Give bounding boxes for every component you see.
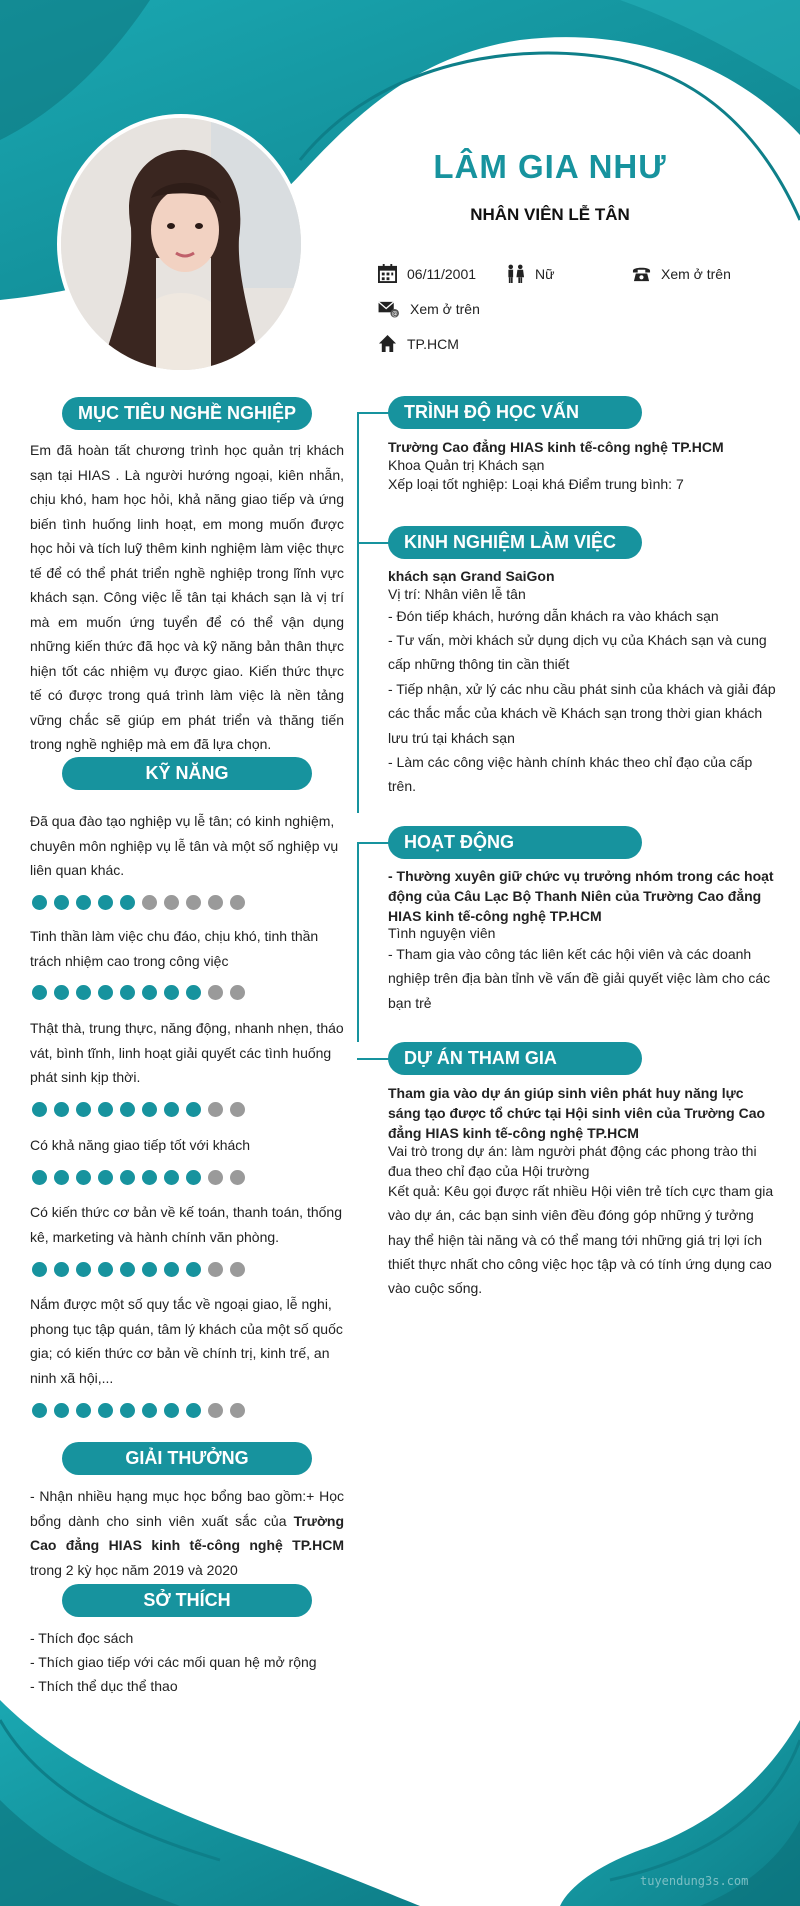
skill-dot-empty [142,895,157,910]
skill-dot-filled [54,1403,69,1418]
timeline-line-1 [357,412,359,813]
skill-text-6: Nắm được một số quy tắc về ngoại giao, lễ nghi, phong tục tập quán, tâm lý khách của một số quốc gia; có kiến thức cơ bản về chính trị, kinh trế, an ninh xã hội,... [30,1296,343,1386]
skill-text-5: Có kiến thức cơ bản về kế toán, thanh toán, thống kê, marketing và hành chính văn phòng. [30,1204,342,1245]
skill-dot-filled [186,1170,201,1185]
experience-company: khách sạn Grand SaiGon [388,568,555,584]
awards-title: GIẢI THƯỞNG [62,1442,312,1475]
awards-text [30,1484,344,1582]
objective-text: Em đã hoàn tất chương trình học quản trị khách sạn tại HIAS . Là người hướng ngoại, kiên nhẫn, chịu khó, ham học hỏi, khả năng giao tiếp và ứng biến tình huống linh hoạt, em mong muốn được học hỏi và tích luỹ thêm kinh nghiệm làm việc thực tế để có thể phát triển nghề nghiệp trong lĩnh vực khách sạn. Công việc lễ tân tại khách sạn là vị trí mà em muốn ứng tuyển để có thể vận dụng những kiến thức đã học và kỹ năng bản thân thực hiện tốt các nhiệm vụ được giao. Kiến thức thực tế có được trong quá trình làm việc là nền tảng vững chắc sẽ giúp em phát triển và thăng tiến trong nghề nghiệp mà em đã lựa chọn. [30,442,344,752]
candidate-name: LÂM GIA NHƯ [433,148,667,185]
activities-title: HOẠT ĐỘNG [388,826,642,859]
projects-result: Kết quả: Kêu gọi được rất nhiều Hội viên trẻ tích cực tham gia vào dự án, các bạn sinh viên đều đóng góp những ý tưởng hay thể hiện tài năng và có thể mang tới những giá trị lợi ích thiết thực nhất cho công việc học tập và có tính ứng dụng cao vào cuộc sống. [388,1183,774,1297]
home-icon [378,334,397,353]
skill-rating-2 [32,985,252,1000]
skill-dot-empty [208,1170,223,1185]
hobby-item-1: - Thích đọc sách [30,1630,134,1646]
skill-dot-filled [98,1403,113,1418]
skill-dot-filled [32,1403,47,1418]
skill-dot-filled [186,985,201,1000]
projects-connector [357,1058,391,1060]
skill-dot-filled [164,1262,179,1277]
skill-dot-filled [120,895,135,910]
skill-dot-filled [98,985,113,1000]
skill-dot-filled [76,1170,91,1185]
gender-info [506,264,554,283]
skill-dot-filled [32,1102,47,1117]
activities-heading: - Thường xuyên giữ chức vụ trưởng nhóm trong các hoạt động của Câu Lạc Bộ Thanh Niên của Trường Cao đẳng HIAS kinh tế-công nghệ TP.HCM [388,868,774,924]
skill-dot-filled [186,1262,201,1277]
awards-school: Trường Cao đẳng HIAS kinh tế-công nghệ TP.HCM [30,1512,344,1553]
watermark: tuyendung3s.com [640,1874,749,1888]
skill-rating-3 [32,1102,252,1117]
skill-dot-filled [98,1262,113,1277]
job-position: NHÂN VIÊN LỄ TÂN [470,205,630,224]
skill-dot-filled [142,1102,157,1117]
experience-connector [357,542,391,544]
gender-value: Nữ [535,265,555,282]
skill-dot-empty [164,895,179,910]
awards-text-after: trong 2 kỳ học năm 2019 và 2020 [30,1561,238,1578]
birthdate-value: 06/11/2001 [407,265,477,282]
skill-dot-empty [208,985,223,1000]
skill-dot-empty [230,985,245,1000]
skill-dot-filled [32,1170,47,1185]
timeline-line-2 [357,842,359,1042]
skill-dot-filled [32,1262,47,1277]
address-info [378,334,459,353]
skill-text-1: Đã qua đào tạo nghiệp vụ lễ tân; có kinh nghiệm, chuyên môn nghiệp vụ lễ tân và một số nghiệp vụ liên quan khác. [30,813,339,878]
phone-value: Xem ở trên [661,265,731,282]
skill-dot-filled [32,985,47,1000]
skill-text-4: Có khả năng giao tiếp tốt với khách [30,1137,251,1153]
experience-title: KINH NGHIỆM LÀM VIỆC [388,526,642,559]
experience-role: Vị trí: Nhân viên lễ tân [388,586,526,602]
skill-dot-filled [54,1102,69,1117]
email-value: Xem ở trên [410,300,480,317]
avatar [61,118,301,370]
skill-dot-empty [230,1262,245,1277]
education-grade: Xếp loại tốt nghiệp: Loại khá Điểm trung bình: 7 [388,476,684,492]
skill-dot-filled [54,985,69,1000]
skill-dot-empty [230,1170,245,1185]
calendar-icon [378,264,397,283]
skill-dot-filled [120,1262,135,1277]
skill-dot-filled [164,985,179,1000]
skill-dot-filled [76,1262,91,1277]
address-value: TP.HCM [407,335,459,352]
education-connector [357,412,391,414]
skill-dot-filled [76,895,91,910]
email-info [378,299,480,318]
skill-dot-filled [164,1403,179,1418]
skill-rating-1 [32,895,252,910]
skill-dot-filled [120,1170,135,1185]
portrait-illustration [61,118,301,370]
skill-dot-filled [186,1102,201,1117]
activities-connector [357,842,391,844]
skill-dot-empty [208,1403,223,1418]
experience-duty-3: - Tiếp nhận, xử lý các nhu cầu phát sinh của khách và giải đáp các thắc mắc của khách về Khách sạn trong thời gian khách lưu trú tại khách sạn [388,681,776,746]
skill-dot-empty [230,895,245,910]
skill-dot-empty [208,895,223,910]
activities-role: Tình nguyện viên [388,925,496,941]
objective-title: MỤC TIÊU NGHỀ NGHIỆP [62,397,312,430]
skill-dot-filled [120,1102,135,1117]
skill-dot-filled [76,985,91,1000]
experience-duty-1: - Đón tiếp khách, hướng dẫn khách ra vào khách sạn [388,608,719,624]
skill-dot-filled [142,1403,157,1418]
skill-dot-filled [142,1262,157,1277]
skill-dot-filled [76,1102,91,1117]
skill-dot-filled [142,985,157,1000]
awards-text-before: - Nhận nhiều hạng mục học bổng bao gồm:+ Học bổng dành cho sinh viên xuất sắc của [30,1488,344,1529]
skill-dot-empty [208,1262,223,1277]
education-school: Trường Cao đẳng HIAS kinh tế-công nghệ TP.HCM [388,439,724,455]
skills-title: KỸ NĂNG [62,757,312,790]
experience-duty-2: - Tư vấn, mời khách sử dụng dịch vụ của Khách sạn và cung cấp những thông tin cần thiết [388,632,767,673]
skill-dot-filled [98,1170,113,1185]
phone-icon [632,264,651,283]
skill-dot-filled [54,1170,69,1185]
skill-dot-filled [120,985,135,1000]
birthdate-info [378,264,476,283]
skill-dot-filled [98,1102,113,1117]
skill-dot-filled [32,895,47,910]
svg-text:@: @ [391,311,398,318]
skill-text-2: Tinh thần làm việc chu đáo, chịu khó, tinh thần trách nhiệm cao trong công việc [30,928,319,969]
skill-dot-filled [76,1403,91,1418]
skill-dot-filled [186,1403,201,1418]
experience-duty-4: - Làm các công việc hành chính khác theo chỉ đạo của cấp trên. [388,754,753,795]
email-icon [378,299,400,318]
hobbies-title: SỞ THÍCH [62,1584,312,1617]
skill-rating-4 [32,1170,252,1185]
skill-dot-empty [230,1403,245,1418]
skill-rating-6 [32,1403,252,1418]
skill-dot-empty [230,1102,245,1117]
skill-dot-filled [120,1403,135,1418]
skill-dot-filled [54,895,69,910]
education-major: Khoa Quản trị Khách sạn [388,457,545,473]
hobby-item-3: - Thích thể dục thể thao [30,1678,178,1694]
skill-dot-filled [98,895,113,910]
projects-heading: Tham gia vào dự án giúp sinh viên phát huy năng lực sáng tạo được tổ chức tại Hội sinh viên của Trường Cao đẳng HIAS kinh tế-công nghệ TP.HCM [388,1085,766,1141]
phone-info [632,264,731,283]
skill-dot-filled [164,1102,179,1117]
skill-dot-filled [142,1170,157,1185]
skill-dot-filled [164,1170,179,1185]
education-title: TRÌNH ĐỘ HỌC VẤN [388,396,642,429]
skill-dot-empty [208,1102,223,1117]
hobby-item-2: - Thích giao tiếp với các mối quan hệ mở rộng [30,1654,317,1670]
skill-dot-filled [54,1262,69,1277]
skill-dot-empty [186,895,201,910]
skill-rating-5 [32,1262,252,1277]
activities-desc: - Tham gia vào công tác liên kết các hội viên và các doanh nghiệp trên địa bàn tỉnh về vấn đề giải quyết việc làm cho các bạn trẻ [388,946,771,1011]
projects-title: DỰ ÁN THAM GIA [388,1042,642,1075]
skill-text-3: Thật thà, trung thực, năng động, nhanh nhẹn, tháo vát, bình tĩnh, linh hoạt giải quyết các tình huống phát sinh kịp thời. [30,1020,344,1085]
projects-role: Vai trò trong dự án: làm người phát động các phong trào thi đua theo chỉ đạo của Hội trường [388,1143,757,1179]
gender-icon [506,264,525,283]
